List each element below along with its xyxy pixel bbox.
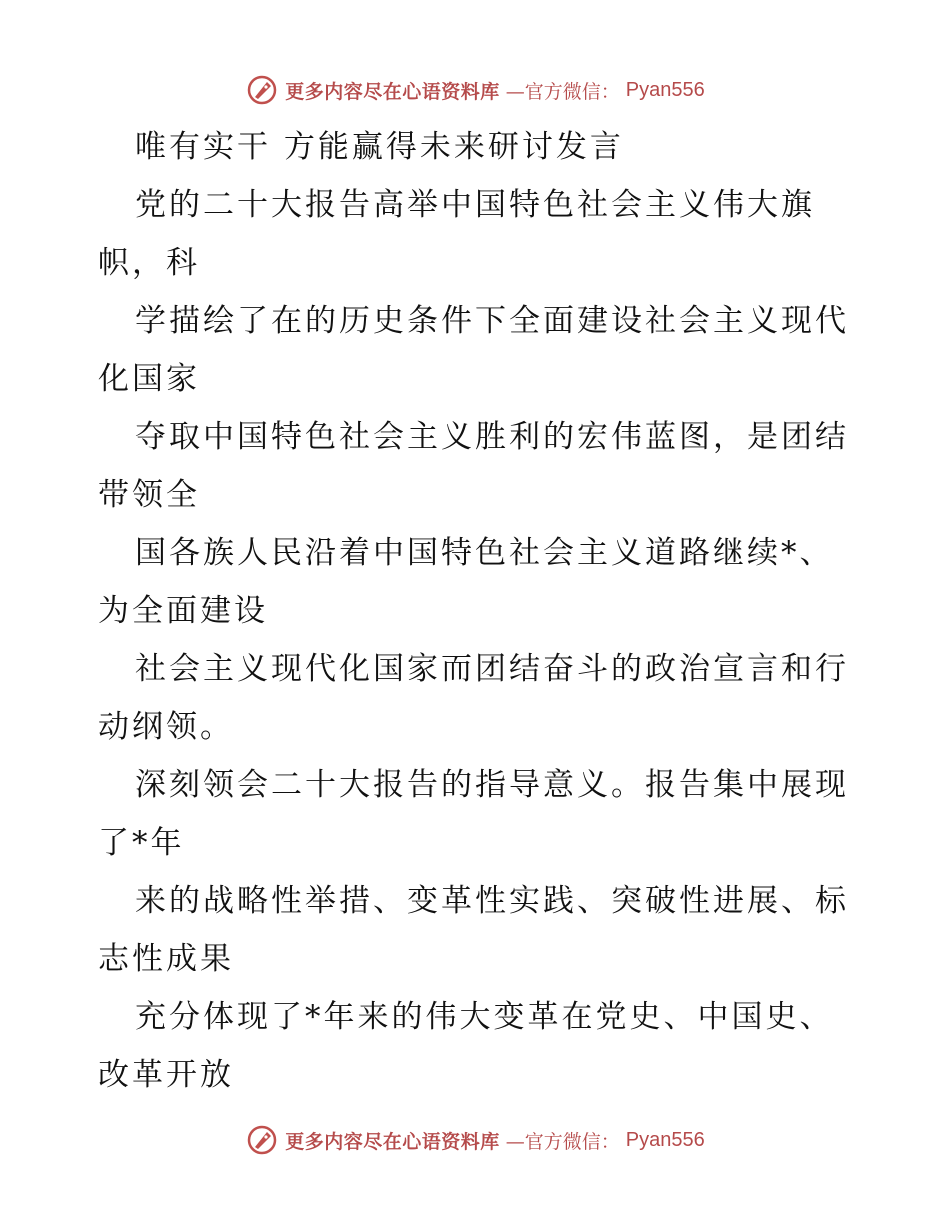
paragraph-line: 国各族人民沿着中国特色社会主义道路继续*、 (135, 535, 834, 571)
footer-wechat-label: —官方微信： (505, 1130, 620, 1153)
paragraph-line: 来的战略性举措、变革性实践、突破性进展、标 (135, 883, 849, 919)
paragraph-line: 夺取中国特色社会主义胜利的宏伟蓝图，是团结 (135, 419, 849, 455)
header-promo-text: 更多内容尽在心语资料库 (285, 80, 500, 103)
paragraph-line: 了*年 (98, 825, 185, 861)
paragraph-line: 带领全 (98, 477, 200, 513)
paragraph-line: 社会主义现代化国家而团结奋斗的政治宣言和行 (135, 651, 849, 687)
paragraph-line: 动纲领。 (98, 709, 234, 745)
header-wechat-label: —官方微信： (505, 80, 620, 103)
footer-banner (0, 1120, 950, 1160)
document-body (98, 118, 858, 1104)
paragraph-line: 深刻领会二十大报告的指导意义。报告集中展现 (135, 767, 849, 803)
paragraph-line: 学描绘了在的历史条件下全面建设社会主义现代 (135, 303, 849, 339)
paragraph-line: 为全面建设 (98, 593, 268, 629)
paragraph-line: 化国家 (98, 361, 200, 397)
footer-promo-text: 更多内容尽在心语资料库 (285, 1130, 500, 1153)
paragraph-line: 帜，科 (98, 245, 200, 281)
header-banner (0, 70, 950, 110)
document-title: 唯有实干 方能赢得未来研讨发言 (135, 129, 624, 165)
paragraph-line: 改革开放 (98, 1057, 234, 1093)
footer-wechat-id: Pyan556 (625, 1128, 705, 1151)
pen-nib-logo-icon (245, 1123, 279, 1157)
pen-nib-logo-icon (245, 73, 279, 107)
paragraph-line: 志性成果 (98, 941, 234, 977)
paragraph-line: 充分体现了*年来的伟大变革在党史、中国史、 (135, 999, 834, 1035)
header-wechat-id: Pyan556 (625, 78, 705, 101)
paragraph-line: 党的二十大报告高举中国特色社会主义伟大旗 (135, 187, 815, 223)
